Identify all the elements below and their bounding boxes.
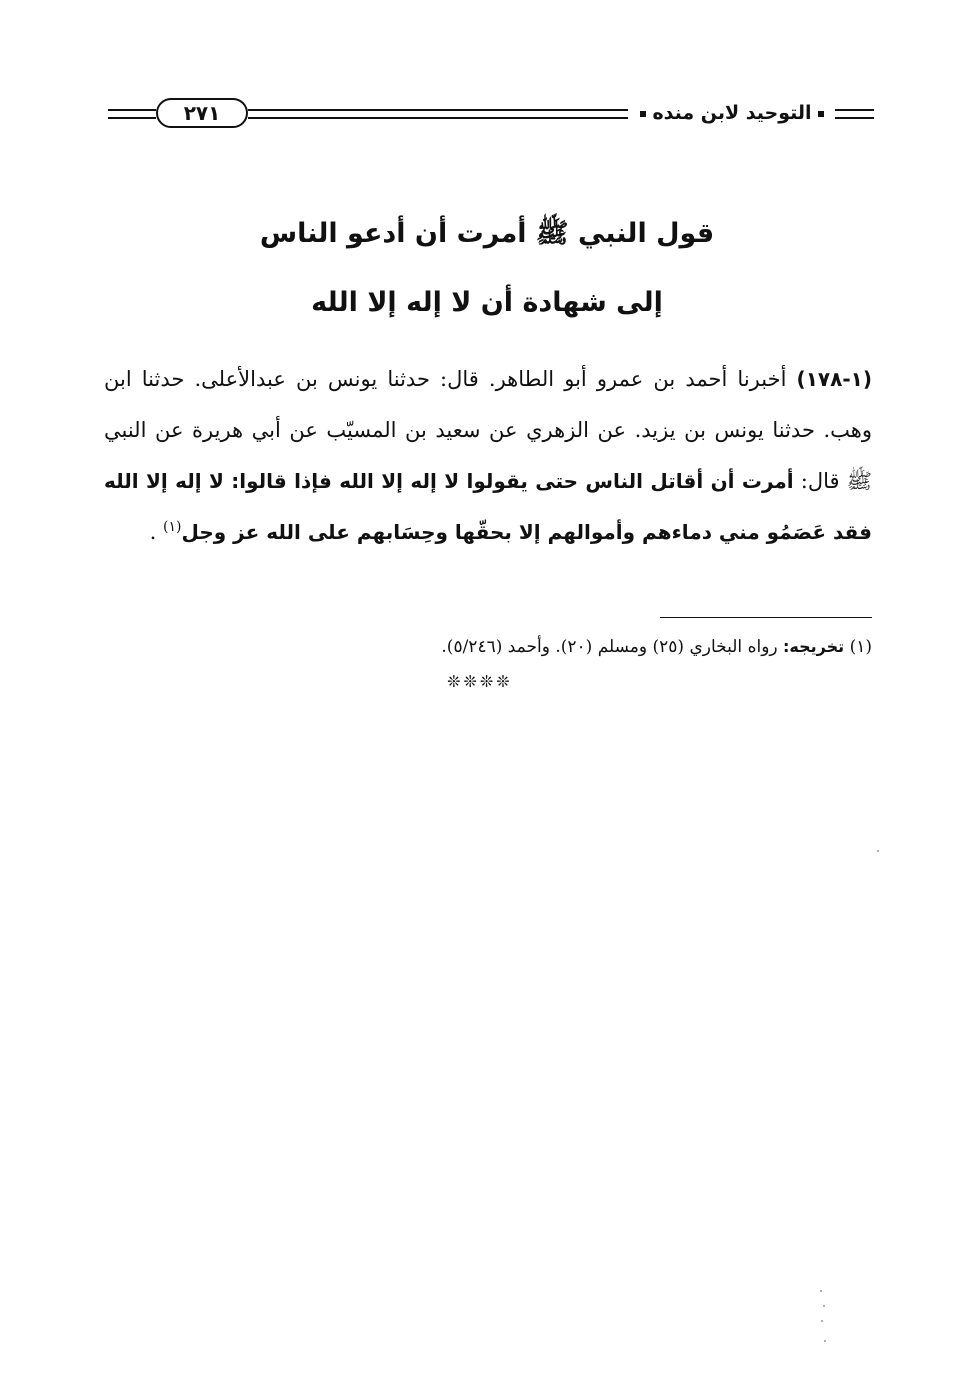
chapter-title-line-1: قول النبي ﷺ أمرت أن أدعو الناس xyxy=(259,218,715,249)
footnote-text: رواه البخاري (٢٥) ومسلم (٢٠). وأحمد (٥/٢٤٦). xyxy=(441,637,778,657)
scan-speck xyxy=(877,850,879,852)
square-ornament-icon xyxy=(640,111,646,117)
hadith-isnad: أخبرنا أحمد بن عمرو أبو الطاهر. قال: حدثنا يونس بن عبدالأعلى. حدثنا ابن وهب. حدثنا يونس بن يزيد. عن الزهري عن سعيد بن المسيّب عن أبي هريرة عن النبي ﷺ قال: xyxy=(104,367,872,493)
section-end-ornament: ❊❊❊❊ xyxy=(447,672,513,691)
hadith-number: (١-١٧٨) xyxy=(796,367,872,391)
running-header xyxy=(100,96,874,136)
chapter-title-line-2: إلى شهادة أن لا إله إلا الله xyxy=(311,287,663,318)
scan-speck xyxy=(823,1305,825,1307)
hadith-text xyxy=(104,354,872,558)
footnote xyxy=(104,630,872,664)
hadith-matn: أمرت أن أقاتل الناس حتى يقولوا لا إله إلا الله فإذا قالوا: لا إله إلا الله فقد عَصَمُو مني دماءهم وأموالهم إلا بحقّها وحِسَابهم على الله عز وجل xyxy=(104,469,872,544)
footnote-separator xyxy=(660,617,872,618)
header-rule-middle xyxy=(248,109,628,119)
footnote-marker: (١) xyxy=(849,637,872,657)
scan-speck xyxy=(824,1340,826,1342)
square-ornament-icon xyxy=(818,111,824,117)
running-title-text: التوحيد لابن منده xyxy=(652,102,812,124)
footnote-label: تخريجه: xyxy=(783,637,845,656)
scan-speck xyxy=(820,1290,822,1292)
hadith-end-mark: . xyxy=(149,520,157,544)
scan-speck xyxy=(821,1320,823,1322)
header-rule-left xyxy=(108,109,156,119)
header-rule-right xyxy=(835,109,874,119)
page-number: ٢٧١ xyxy=(156,98,248,128)
footnote-reference[interactable]: (١) xyxy=(163,519,182,535)
running-title xyxy=(632,98,832,128)
